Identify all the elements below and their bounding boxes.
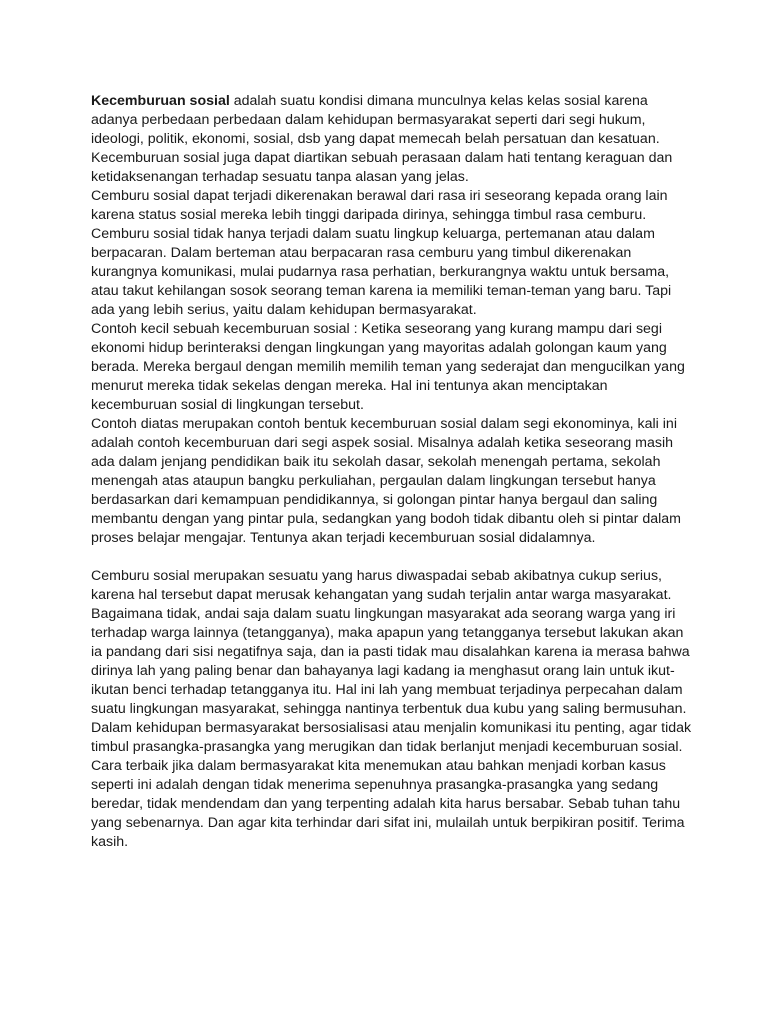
text-line: ikutan benci terhadap tetangganya itu. Hal ini lah yang membuat terjadinya perpecahan dalam — [91, 682, 683, 698]
text-line: dirinya lah yang paling benar dan bahayanya lagi kadang ia menghasut orang lain untuk ikut- — [91, 663, 675, 679]
text-line: Contoh diatas merupakan contoh bentuk kecemburuan sosial dalam segi ekonominya, kali ini — [91, 416, 677, 432]
text-line: ia pandang dari sisi negatifnya saja, dan ia pasti tidak mau disalahkan karena ia merasa bahwa — [91, 644, 690, 660]
text-line: beredar, tidak mendendam dan yang terpenting adalah kita harus bersabar. Sebab tuhan tahu — [91, 796, 681, 812]
paragraph-spacer — [91, 548, 691, 567]
text-line: Contoh kecil sebuah kecemburuan sosial : Ketika seseorang yang kurang mampu dari segi — [91, 321, 662, 337]
text-line: berada. Mereka bergaul dengan memilih memilih teman yang sederajat dan mengucilkan yang — [91, 359, 685, 375]
text-line: adanya perbedaan perbedaan dalam kehidupan bermasyarakat seperti dari segi hukum, — [91, 112, 646, 128]
text-line: adalah contoh kecemburuan dari segi aspek sosial. Misalnya adalah ketika seseorang masih — [91, 435, 674, 451]
text-line: Bagaimana tidak, andai saja dalam suatu lingkungan masyarakat ada seorang warga yang iri — [91, 606, 676, 622]
text-line: Kecemburuan sosial adalah suatu kondisi dimana munculnya kelas kelas sosial karena — [91, 93, 648, 109]
text-line: Cara terbaik jika dalam bermasyarakat kita menemukan atau bahkan menjadi korban kasus — [91, 758, 666, 774]
text-line: suatu lingkungan masyarakat, sehingga nantinya terbentuk dua kubu yang saling bermusuhan. — [91, 701, 687, 717]
text-line: karena hal tersebut dapat merusak kehangatan yang sudah terjalin antar warga masyarakat. — [91, 587, 672, 603]
paragraph-2 — [91, 567, 691, 852]
text-line: yang sebenarnya. Dan agar kita terhindar dari sifat ini, mulailah untuk berpikiran positif. Terima — [91, 815, 685, 831]
text-line: Kecemburuan sosial juga dapat diartikan sebuah perasaan dalam hati tentang keraguan dan — [91, 150, 673, 166]
text-line: Cemburu sosial tidak hanya terjadi dalam suatu lingkup keluarga, pertemanan atau dalam — [91, 226, 655, 242]
text-line: proses belajar mengajar. Tentunya akan terjadi kecemburuan sosial didalamnya. — [91, 530, 596, 546]
document-body — [91, 92, 691, 852]
text-line: ketidaksenangan terhadap sesuatu tanpa alasan yang jelas. — [91, 169, 469, 185]
text-line: Cemburu sosial dapat terjadi dikerenakan berawal dari rasa iri seseorang kepada orang lain — [91, 188, 668, 204]
text-line: kurangnya komunikasi, mulai pudarnya rasa perhatian, berkurangnya waktu untuk bersama, — [91, 264, 670, 280]
text-line: terhadap warga lainnya (tetangganya), maka apapun yang tetangganya tersebut lakukan akan — [91, 625, 684, 641]
text-line: kasih. — [91, 834, 129, 850]
defined-term: Kecemburuan sosial — [91, 93, 230, 109]
text-line: menurut mereka tidak sekelas dengan mereka. Hal ini tentunya akan menciptakan — [91, 378, 608, 394]
text-line: ada dalam jenjang pendidikan baik itu sekolah dasar, sekolah menengah pertama, sekolah — [91, 454, 661, 470]
text-line: atau takut kehilangan sosok seorang teman karena ia memiliki teman-teman yang baru. Tapi — [91, 283, 672, 299]
paragraph-1 — [91, 92, 691, 548]
text-line: Dalam kehidupan bermasyarakat bersosialisasi atau menjalin komunikasi itu penting, agar tidak — [91, 720, 692, 736]
text-line: karena status sosial mereka lebih tinggi daripada dirinya, sehingga timbul rasa cemburu. — [91, 207, 647, 223]
text-line: seperti ini adalah dengan tidak menerima sepenuhnya prasangka-prasangka yang sedang — [91, 777, 659, 793]
text-line: menengah atas ataupun bangku perkuliahan, pergaulan dalam lingkungan tersebut hanya — [91, 473, 656, 489]
text-line: berpacaran. Dalam berteman atau berpacaran rasa cemburu yang timbul dikerenakan — [91, 245, 632, 261]
text-line: Cemburu sosial merupakan sesuatu yang harus diwaspadai sebab akibatnya cukup serius, — [91, 568, 662, 584]
text-line: membantu dengan yang pintar pula, sedangkan yang bodoh tidak dibantu oleh si pintar dalam — [91, 511, 681, 527]
text-line: berdasarkan dari kemampuan pendidikannya, si golongan pintar hanya bergaul dan saling — [91, 492, 658, 508]
text-line: ideologi, politik, ekonomi, sosial, dsb yang dapat memecah belah persatuan dan kesatuan. — [91, 131, 660, 147]
text-line: kecemburuan sosial di lingkungan tersebut. — [91, 397, 364, 413]
text-line: ada yang lebih serius, yaitu dalam kehidupan bermasyarakat. — [91, 302, 477, 318]
text-line: ekonomi hidup berinteraksi dengan lingkungan yang mayoritas adalah golongan kaum yang — [91, 340, 667, 356]
text-line: timbul prasangka-prasangka yang merugikan dan tidak berlanjut menjadi kecemburuan sosial. — [91, 739, 683, 755]
